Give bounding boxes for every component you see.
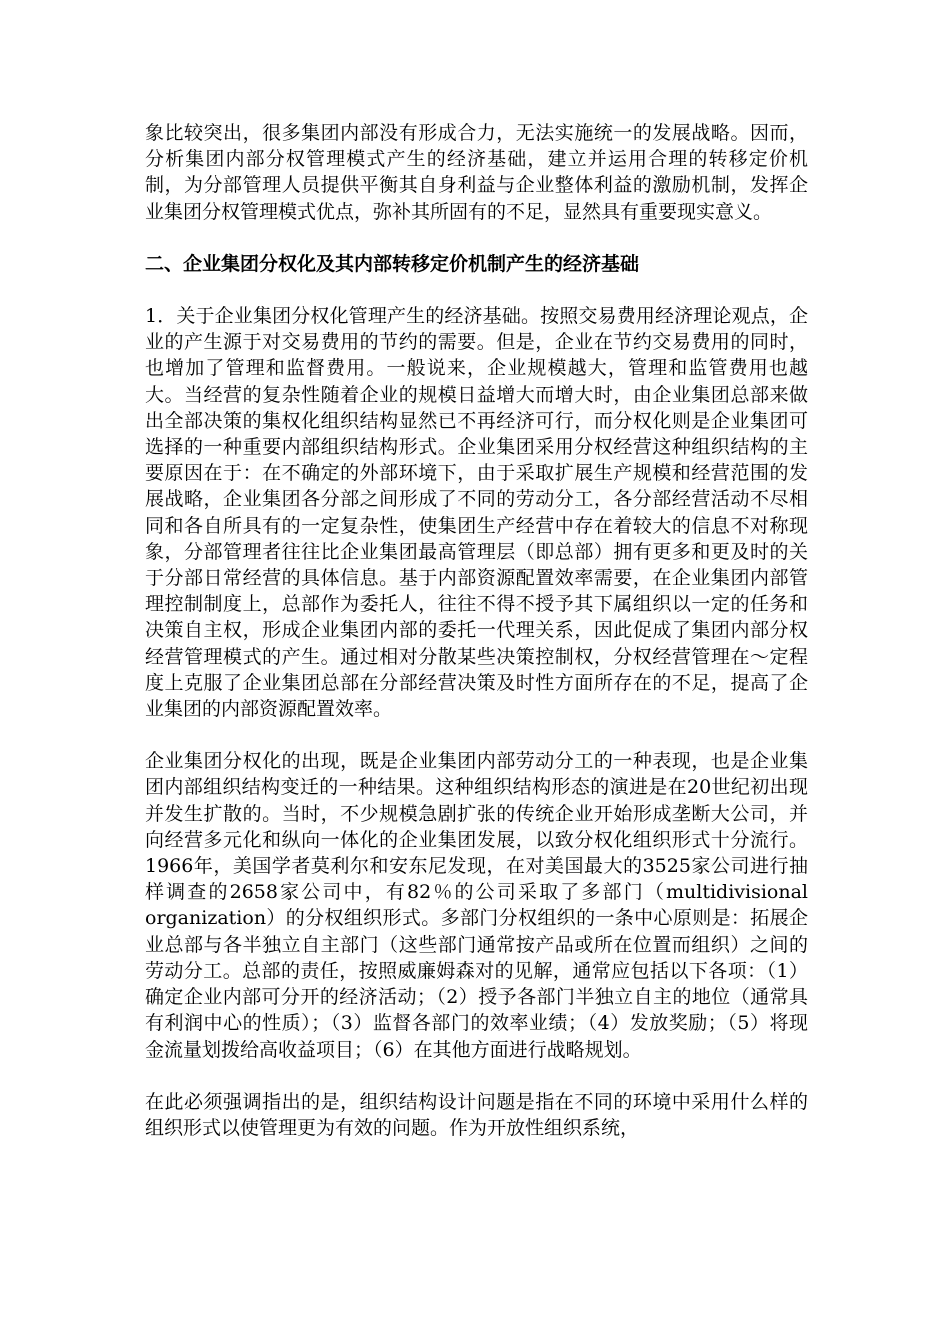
document-page [145,120,808,1167]
paragraph-organization-design: 在此必须强调指出的是，组织结构设计问题是指在不同的环境中采用什么样的组织形式以使管理更为有效的问题。作为开放性组织系统， [145,1090,808,1139]
intro-paragraph: 象比较突出，很多集团内部没有形成合力，无法实施统一的发展战略。因而，分析集团内部分权管理模式产生的经济基础，建立并运用合理的转移定价机制，为分部管理人员提供平衡其自身利益与企业整体利益的激励机制，发挥企业集团分权管理模式优点，弥补其所固有的不足，显然具有重要现实意义。 [145,122,808,223]
paragraph-economic-basis: 1．关于企业集团分权化管理产生的经济基础。按照交易费用经济理论观点，企业的产生源于对交易费用的节约的需要。但是，企业在节约交易费用的同时，也增加了管理和监督费用。一般说来，企业规模越大，管理和监管费用也越大。当经营的复杂性随着企业的规模日益增大而增大时，由企业集团总部来做出全部决策的集权化组织结构显然已不再经济可行，而分权化则是企业集团可选择的一种重要内部组织结构形式。企业集团采用分权经营这种组织结构的主要原因在于：在不确定的外部环境下，由于采取扩展生产规模和经营范围的发展战略，企业集团各分部之间形成了不同的劳动分工，各分部经营活动不尽相同和各自所具有的一定复杂性，使集团生产经营中存在着较大的信息不对称现象，分部管理者往往比企业集团最高管理层（即总部）拥有更多和更及时的关于分部日常经营的具体信息。基于内部资源配置效率需要，在企业集团内部管理控制制度上，总部作为委托人，往往不得不授予其下属组织以一定的任务和决策自主权，形成企业集团内部的委托一代理关系，因此促成了集团内部分权经营管理模式的产生。通过相对分散某些决策控制权，分权经营管理在～定程度上克服了企业集团总部在分部经营决策及时性方面所存在的不足，提高了企业集团的内部资源配置效率。 [145,305,808,721]
section-heading: 二、企业集团分权化及其内部转移定价机制产生的经济基础 [145,252,640,275]
paragraph-decentralization-history: 企业集团分权化的出现，既是企业集团内部劳动分工的一种表现，也是企业集团内部组织结构变迁的一种结果。这种组织结构形态的演进是在20世纪初出现并发生扩散的。当时，不少规模急剧扩张的传统企业开始形成垄断大公司，并向经营多元化和纵向一体化的企业集团发展，以致分权化组织形式十分流行。1966年，美国学者莫利尔和安东尼发现，在对美国最大的3525家公司进行抽样调查的2658家公司中，有82％的公司采取了多部门（multidivisional organization）的分权组织形式。多部门分权组织的一条中心原则是：拓展企业总部与各半独立自主部门（这些部门通常按产品或所在位置而组织）之间的劳动分工。总部的责任，按照威廉姆森对的见解，通常应包括以下各项：（1）确定企业内部可分开的经济活动；（2）授予各部门半独立自主的地位（通常具有利润中心的性质）；（3）监督各部门的效率业绩；（4）发放奖励；（5）将现金流量划拨给高收益项目；（6）在其他方面进行战略规划。 [145,750,808,1061]
